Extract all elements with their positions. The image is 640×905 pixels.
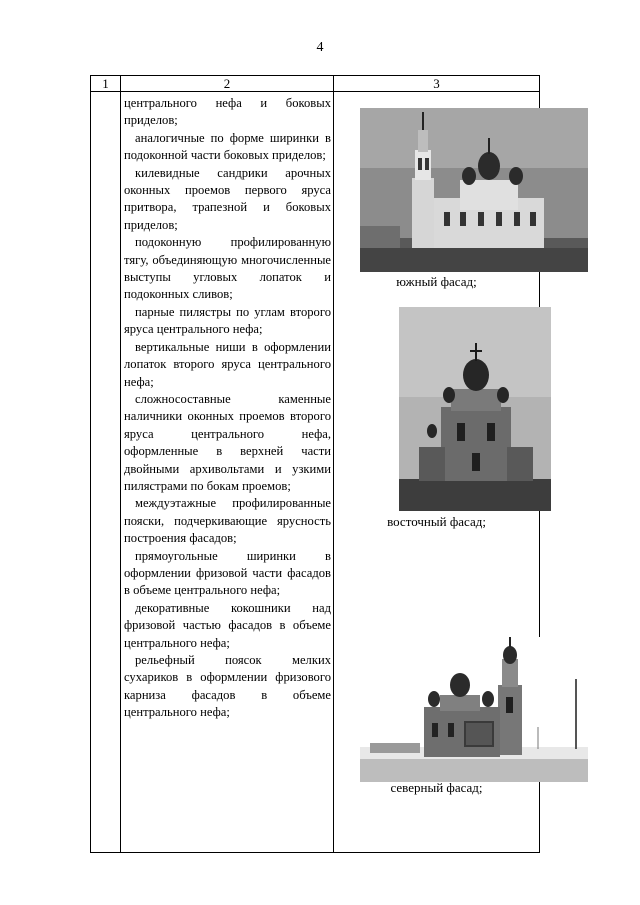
- south-facade-figure: [360, 108, 590, 272]
- paragraph: парные пилястры по углам второго яруса центрального нефа;: [124, 304, 331, 337]
- column-header-1: 1: [91, 76, 121, 92]
- page-number: 4: [316, 40, 324, 55]
- paragraph: аналогичные по форме ширинки в подоконной части боковых приделов;: [124, 130, 331, 163]
- column-header-2: 2: [121, 76, 334, 92]
- paragraph: подоконную профилированную тягу, объединяющую многочисленные выступы угловых лопаток и подоконных сливов;: [124, 235, 331, 302]
- column-header-3: 3: [334, 76, 540, 92]
- paragraph: сложносоставные каменные наличники оконных проемов второго яруса центрального нефа, оформленные в верхней части двойными архивольтами и узкими пилястрами по бокам проемов;: [124, 391, 331, 493]
- east-facade-caption: восточный фасад;: [387, 514, 486, 529]
- description-text: [121, 92, 333, 726]
- paragraph: килевидные сандрики арочных оконных проемов первого яруса притвора, трапезной и боковых приделов;: [124, 165, 331, 232]
- paragraph: прямоугольные ширинки в оформлении фризовой части фасадов в объеме центрального нефа;: [124, 548, 331, 598]
- east-facade-figure: [399, 307, 552, 511]
- photos-column: [334, 92, 539, 852]
- church-photo-south-icon: [360, 108, 588, 272]
- north-facade-caption: северный фасад;: [390, 780, 483, 795]
- paragraph: центрального нефа и боковых приделов;: [124, 96, 331, 128]
- church-photo-east-icon: [399, 307, 551, 511]
- table-row: [91, 92, 540, 853]
- south-facade-caption: южный фасад;: [396, 274, 477, 289]
- paragraph: рельефный поясок мелких сухариков в оформлении фризового карниза фасадов в объеме центрального нефа;: [124, 653, 331, 720]
- church-photo-north-icon: [360, 637, 588, 782]
- photos-cell: [334, 92, 540, 853]
- row-number-cell: [91, 92, 121, 853]
- table-header-row: [91, 76, 540, 92]
- description-cell: [121, 92, 334, 853]
- object-description-table: [90, 75, 540, 853]
- paragraph: междуэтажные профилированные пояски, подчеркивающие ярусность построения фасадов;: [124, 496, 331, 546]
- paragraph: вертикальные ниши в оформлении лопаток второго яруса центрального нефа;: [124, 339, 331, 389]
- north-facade-figure: [360, 637, 590, 782]
- paragraph: декоративные кокошники над фризовой частью фасадов в объеме центрального нефа;: [124, 600, 331, 650]
